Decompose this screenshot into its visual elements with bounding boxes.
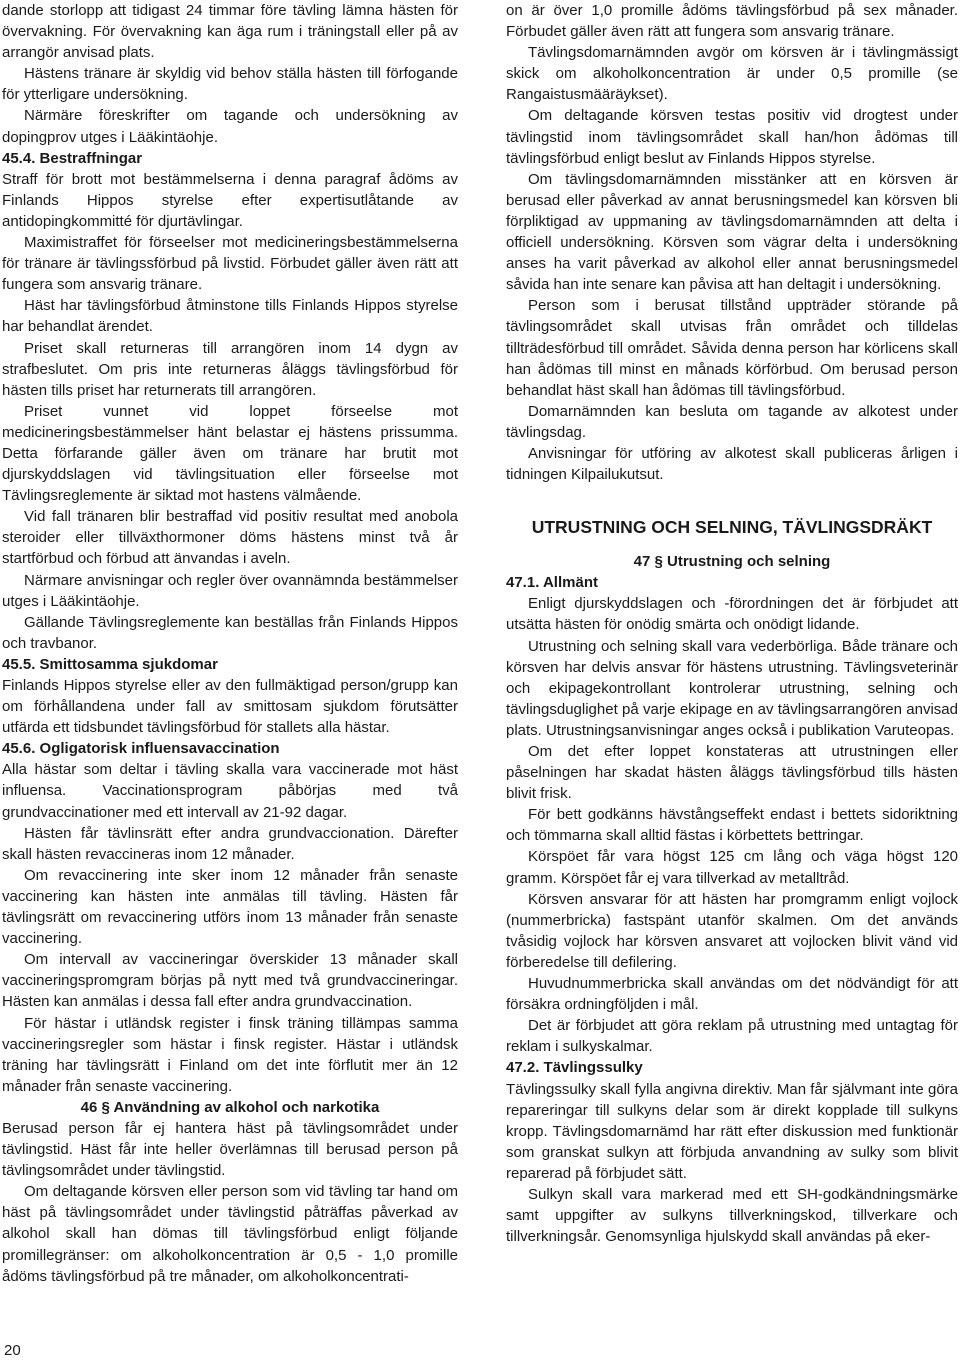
paragraph: Om tävlingsdomarnämnden misstänker att en körsven är berusad eller påverkad av annat berusningsmedel kan körsven bli förpliktigad av uppmaning av tävlingsdomarnämnden att delta i officiell undersökning. Körsven som vägrar delta i undersökning anses ha varit påverkad av alkohol eller annat berusningsmedel såvida han inte senare kan påvisa att han deltagit i undersökning. xyxy=(506,170,958,294)
paragraph: Alla hästar som deltar i tävling skalla vara vaccinerade mot häst influensa. Vaccinationsprogram påbörjas med två grundvaccinationer med ett intervall av 21-92 dagar. xyxy=(2,761,458,821)
paragraph: Person som i berusat tillstånd uppträder störande på tävlingsområdet skall utvisas från området och tilldelas tillträdesförbud till området. Såvida denna person har körlicens skall han ådömas till minst en månads körförbud. Om berusad person behandlat häst skall han ådömas till tävlingsförbud. xyxy=(506,297,958,399)
paragraph: Häst har tävlingsförbud åtminstone tills Finlands Hippos styrelse har behandlat ärendet. xyxy=(2,297,458,336)
paragraph: on är över 1,0 promille ådöms tävlingsförbud på sex månader. Förbudet gäller även rätt att fungera som ansvarig tränare. xyxy=(506,2,958,41)
paragraph: Priset skall returneras till arrangören inom 14 dygn av strafbeslutet. Om pris inte returneras åläggs tävlingsförbud för hästen tills priset har returnerats till arrangören. xyxy=(2,339,458,399)
section-heading: 47 § Utrustning och selning xyxy=(633,553,831,571)
paragraph: Gällande Tävlingsreglemente kan beställas från Finlands Hippos och travbanor. xyxy=(2,613,458,652)
paragraph: Om intervall av vaccineringar överskider 13 månader skall vaccineringspromgram börjas på nytt med två grundvaccineringar. Hästen kan anmälas i dessa fall efter andra grundvaccination. xyxy=(2,951,458,1011)
paragraph: Maximistraffet för förseelser mot medicineringsbestämmelserna för tränare är tävlingssförbud på livstid. Förbudet gäller även rätt att fungera som ansvarig tränare. xyxy=(2,234,458,294)
paragraph: Domarnämnden kan besluta om tagande av alkotest under tävlingsdag. xyxy=(506,402,958,441)
paragraph: För hästar i utländsk register i finsk träning tillämpas samma vaccineringsregler som hästar i finsk register. Hästar i utländsk träning har tävlingsrätt i Finland om det inte förflutit mer än 12 månader från senaste vaccinering. xyxy=(2,1014,458,1095)
paragraph: Anvisningar för utföring av alkotest skall publiceras årligen i tidningen Kilpailukutsut. xyxy=(506,444,958,484)
paragraph: Närmare anvisningar och regler över ovannämnda bestämmelser utges i Lääkintäohje. xyxy=(2,571,458,610)
paragraph: Straff för brott mot bestämmelserna i denna paragraf ådöms av Finlands Hippos styrelse efter expertisutlåtande av antidopingkommitté för djurtävlingar. xyxy=(2,170,458,230)
paragraph: Berusad person får ej hantera häst på tävlingsområdet under tävlingstid. Häst får inte heller överlämnas till berusad person på tävlingsområdet under tävlingstid. xyxy=(2,1119,458,1180)
paragraph: Närmäre föreskrifter om tagande och undersökning av dopingprov utges i Lääkintäohje. xyxy=(2,107,458,146)
paragraph: Sulkyn skall vara markerad med ett SH-godkändningsmärke samt uppgifter av sulkyns tillverkningskod, tillverkare och tillverkningsår. Genomsynliga hjulskydd skall användas på eker- xyxy=(506,1185,958,1246)
paragraph: För bett godkänns hävstångseffekt endast i bettets sidoriktning och tömmarna skall alltid fästas i körbettets bettringar. xyxy=(506,806,958,845)
paragraph: Finlands Hippos styrelse eller av den fullmäktigad person/grupp kan om förhållandena under fall av smittosam sjukdom förutsätter utfärda ett tidsbundet tävlingsförbud för stallets alla hästar. xyxy=(2,677,458,737)
section-heading: 46 § Användning av alkohol och narkotika xyxy=(80,1098,380,1116)
paragraph: Priset vunnet vid loppet förseelse mot medicineringsbestämmelser hänt belastar ej hästens prissumma. Detta förfarande gäller även om tränare har brutit mot djurskyddslagen vid tävlingsituation eller förseelse mot Tävlingsreglemente är siktad mot hastens välmående. xyxy=(2,402,458,505)
right-column xyxy=(506,0,958,1247)
paragraph: dande storlopp att tidigast 24 timmar före tävling lämna hästen för övervakning. För övervakning kan äga rum i träningstall eller på av arrangör anvisad plats. xyxy=(2,2,458,62)
paragraph: Om revaccinering inte sker inom 12 månader från senaste vaccinering kan hästen inte anmälas till tävling. Hästen får tävlingsrätt om revaccinering utförs inom 13 månader från senaste vaccinering. xyxy=(2,866,458,948)
subsection-heading: 45.4. Bestraffningar xyxy=(2,149,143,167)
paragraph: Körspöet får vara högst 125 cm lång och väga högst 120 gramm. Körspöet får ej vara tillverkad av metalltråd. xyxy=(506,848,958,887)
paragraph: Hästens tränare är skyldig vid behov ställa hästen till förfogande för ytterligare undersökning. xyxy=(2,65,458,104)
subsection-heading: 47.1. Allmänt xyxy=(506,574,598,592)
paragraph: Utrustning och selning skall vara vederbörliga. Både tränare och körsven har delvis ansvar för hästens utrustning. Tävlingsveterinär och ekipagekontrollant kontrolerar utrustning, selning och tävlingsduglighet på varje ekipage en av tävlingsarrangören anvisad plats. Utrustningsanvisningar anges också i publikation Varuteopas. xyxy=(506,637,958,739)
paragraph: Tävlingssulky skall fylla angivna direktiv. Man får självmant inte göra repareringar till sulkyns delar som är direkt kopplade till sulkyns kropp. Tävlingsdomarnämd har rätt efter diskussion med funktionär som granskat sulkyn att förbjuda anvandning av sulky som blivit reparerad på förbjudet sätt. xyxy=(506,1080,958,1182)
paragraph: Om deltagande körsven testas positiv vid drogtest under tävlingstid inom tävlingsområdet skall han/hon ådömas till tävlingsförbud enligt beslut av Finlands Hippos styrelse. xyxy=(506,107,958,167)
subsection-heading: 45.5. Smittosamma sjukdomar xyxy=(2,655,218,673)
paragraph: Det är förbjudet att göra reklam på utrustning med untagtag för reklam i sulkyskalmar. xyxy=(506,1017,958,1056)
paragraph: Vid fall tränaren blir bestraffad vid positiv resultat med anobola steroider eller tillväxthormoner döms hästens minst två år startförbud och förbud att änvandas i aveln. xyxy=(2,508,458,568)
chapter-heading: UTRUSTNING OCH SELNING, TÄVLINGSDRÄKT xyxy=(531,517,933,538)
page-number: 20 xyxy=(4,1342,21,1359)
paragraph: Enligt djurskyddslagen och -förordningen det är förbjudet att utsätta hästen för onödig smärta och onödigt lidande. xyxy=(506,595,958,634)
paragraph: Om det efter loppet konstateras att utrustningen eller påselningen har skadat hästen åläggs tävlingsförbud tills hästen blivit frisk. xyxy=(506,743,958,803)
subsection-heading: 45.6. Ogligatorisk influensavaccination xyxy=(2,740,280,758)
subsection-heading: 47.2. Tävlingssulky xyxy=(506,1059,643,1077)
paragraph: Körsven ansvarar för att hästen har promgramm enligt vojlock (nummerbricka) fastspänt utanför skalmen. Om det används tvåsidig vojlock har körsven ansvaret att vojlocken blivit vänd vid förberedelse till defilering. xyxy=(506,890,958,971)
paragraph: Tävlingsdomarnämnden avgör om körsven är i tävlingmässigt skick om alkoholkoncentration är under 0,5 promille (se Rangaistusmääräykset). xyxy=(506,44,958,104)
left-column xyxy=(2,0,458,1287)
paragraph: Om deltagande körsven eller person som vid tävling tar hand om häst på tävlingsområdet under tävlingstid påträffas påverkad av alkohol skall han dömas till tävlingsförbud enligt följande promillegränser: om alkoholkoncentration är 0,5 - 1,0 promille ådöms tävlingsförbud på tre månader, om alkoholkoncentrati- xyxy=(2,1183,458,1285)
paragraph: Hästen får tävlinsrätt efter andra grundvaccionation. Därefter skall hästen revaccineras inom 12 månader. xyxy=(2,824,458,863)
paragraph: Huvudnummerbricka skall användas om det nödvändigt för att försäkra ordningföljden i mål. xyxy=(506,975,958,1014)
